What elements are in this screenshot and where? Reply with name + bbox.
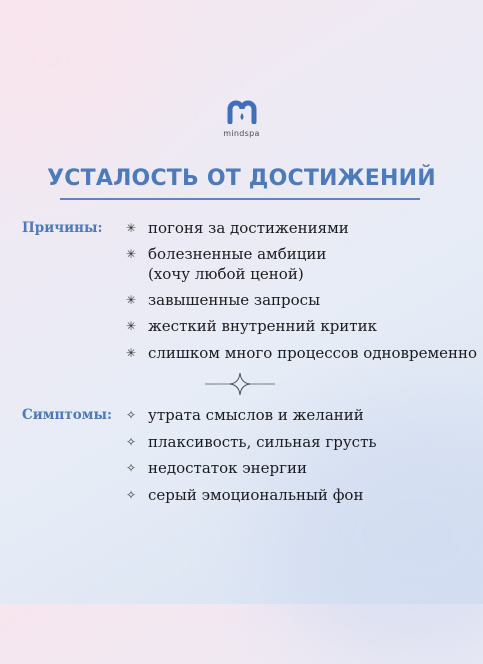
sparkle-bullet-icon: ✳: [126, 293, 137, 307]
causes-label: Причины:: [22, 220, 103, 236]
sparkle-bullet-icon: ✳: [126, 247, 137, 261]
sparkle-bullet-icon: ✧: [126, 461, 137, 475]
star-divider-icon: [205, 372, 275, 400]
sparkle-bullet-icon: ✧: [126, 488, 137, 502]
brand-name: mindspa: [223, 129, 260, 138]
sparkle-bullet-icon: ✳: [126, 346, 137, 360]
title-underline: [60, 198, 420, 200]
sparkle-bullet-icon: ✧: [126, 408, 137, 422]
mindspa-logo-icon: [0, 100, 483, 124]
symptoms-label: Симптомы:: [22, 407, 112, 423]
sparkle-bullet-icon: ✳: [126, 221, 137, 235]
page-title: УСТАЛОСТЬ ОТ ДОСТИЖЕНИЙ: [47, 166, 436, 191]
sparkle-bullet-icon: ✧: [126, 435, 137, 449]
sparkle-bullet-icon: ✳: [126, 319, 137, 333]
